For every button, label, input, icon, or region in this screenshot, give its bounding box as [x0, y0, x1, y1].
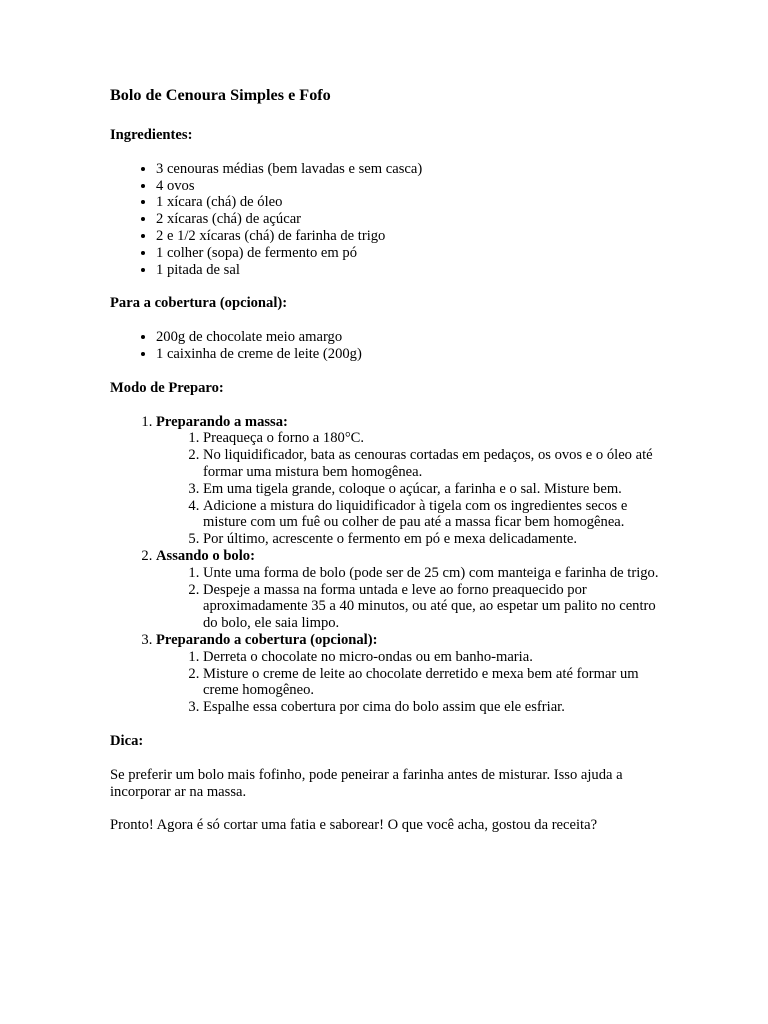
- substep-item: 5. Por último, acrescente o fermento em pó e mexa delicadamente.: [203, 531, 670, 548]
- list-item: • 1 pitada de sal: [156, 262, 670, 279]
- substep-item: 2. Misture o creme de leite ao chocolate derretido e mexa bem até formar um creme homogêneo.: [203, 666, 670, 700]
- step-title: Preparando a cobertura (opcional):: [156, 631, 378, 648]
- ingredients-heading: Ingredientes:: [110, 127, 193, 143]
- substep-list: [156, 649, 670, 716]
- step-item: [156, 632, 670, 716]
- list-item: • 4 ovos: [156, 178, 670, 195]
- substep-item: 3. Em uma tigela grande, coloque o açúcar, a farinha e o sal. Misture bem.: [203, 481, 670, 498]
- recipe-title: Bolo de Cenoura Simples e Fofo: [110, 86, 331, 104]
- list-item: • 1 caixinha de creme de leite (200g): [156, 346, 670, 363]
- list-item: • 1 xícara (chá) de óleo: [156, 194, 670, 211]
- substep-item: 2. No liquidificador, bata as cenouras cortadas em pedaços, os ovos e o óleo até formar uma mistura bem homogênea.: [203, 447, 670, 481]
- document-page: [110, 86, 670, 851]
- list-item: • 2 xícaras (chá) de açúcar: [156, 211, 670, 228]
- list-item: • 2 e 1/2 xícaras (chá) de farinha de trigo: [156, 228, 670, 245]
- list-item: • 3 cenouras médias (bem lavadas e sem casca): [156, 161, 670, 178]
- step-item: [156, 414, 670, 548]
- step-title: Assando o bolo:: [156, 547, 255, 564]
- ingredients-list: [110, 161, 670, 279]
- topping-list: [110, 329, 670, 363]
- topping-heading: Para a cobertura (opcional):: [110, 295, 288, 312]
- tip-heading: Dica:: [110, 732, 144, 749]
- method-heading: Modo de Preparo:: [110, 379, 224, 396]
- substep-item: 1. Preaqueça o forno a 180°C.: [203, 430, 670, 447]
- substep-item: 3. Espalhe essa cobertura por cima do bolo assim que ele esfriar.: [203, 699, 670, 716]
- step-item: [156, 548, 670, 632]
- substep-item: 2. Despeje a massa na forma untada e leve ao forno preaquecido por aproximadamente 35 a 40 minutos, ou até que, ao espetar um palito no centro do bolo, ele saia limpo.: [203, 582, 670, 632]
- substep-list: [156, 430, 670, 548]
- list-item: • 200g de chocolate meio amargo: [156, 329, 670, 346]
- list-item: • 1 colher (sopa) de fermento em pó: [156, 245, 670, 262]
- closing-text: Pronto! Agora é só cortar uma fatia e saborear! O que você acha, gostou da receita?: [110, 817, 598, 834]
- substep-item: 1. Derreta o chocolate no micro-ondas ou em banho-maria.: [203, 649, 670, 666]
- step-title: Preparando a massa:: [156, 413, 288, 430]
- method-steps: [110, 414, 670, 716]
- tip-text: Se preferir um bolo mais fofinho, pode peneirar a farinha antes de misturar. Isso ajuda a incorporar ar na massa.: [110, 766, 623, 800]
- substep-item: 1. Unte uma forma de bolo (pode ser de 25 cm) com manteiga e farinha de trigo.: [203, 565, 670, 582]
- substep-list: [156, 565, 670, 632]
- substep-item: 4. Adicione a mistura do liquidificador à tigela com os ingredientes secos e misture com um fuê ou colher de pau até a massa ficar bem homogênea.: [203, 498, 670, 532]
